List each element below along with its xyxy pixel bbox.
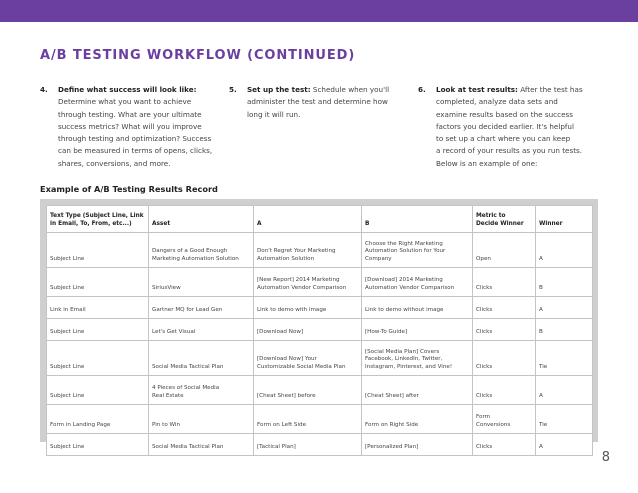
cell-line: Automation Vendor Comparison (257, 285, 347, 292)
cell-line: Gartner MQ for Lead Gen (152, 307, 223, 314)
table-row (47, 341, 593, 376)
cell-line: Tie (539, 364, 548, 371)
step-heading: Set up the test: (247, 85, 311, 94)
table-row (47, 405, 593, 434)
cell-text-type (47, 297, 149, 319)
step-line: After the test has (520, 85, 583, 94)
cell-metric (473, 405, 536, 434)
cell-line: Clicks (476, 364, 493, 371)
cell-variant-b (362, 376, 473, 405)
cell-variant-b (362, 319, 473, 341)
cell-line: Form on Left Side (257, 422, 307, 429)
cell-text-type (47, 233, 149, 268)
step-number: 5. (229, 85, 237, 94)
cell-line: Link in Email (50, 307, 86, 314)
cell-metric (473, 376, 536, 405)
cell-variant-a (254, 376, 362, 405)
table-body (47, 233, 593, 456)
cell-variant-b (362, 233, 473, 268)
cell-line: [How-To Guide] (365, 329, 408, 336)
step-line: examine results based on the success (436, 109, 573, 119)
cell-line: Let's Get Visual (152, 329, 196, 336)
cell-line: [Download Now] Your (257, 356, 317, 363)
cell-line: Automation Vendor Comparison (365, 285, 455, 292)
cell-line: Link to demo without image (365, 307, 444, 314)
cell-text-type (47, 376, 149, 405)
cell-line: Customizable Social Media Plan (257, 364, 346, 371)
cell-variant-b (362, 268, 473, 297)
cell-line: A (539, 393, 543, 400)
cell-variant-a (254, 268, 362, 297)
cell-line: SiriusView (152, 285, 181, 292)
cell-line: Clicks (476, 329, 493, 336)
cell-line: Instagram, Pinterest, and Vine! (365, 364, 453, 371)
cell-line: Clicks (476, 444, 493, 451)
step-line: can be measured in terms of opens, clicks, (58, 146, 213, 156)
header-variant-a (254, 206, 362, 233)
cell-variant-b (362, 434, 473, 456)
header-metric (473, 206, 536, 233)
step-line: shares, conversions, and more. (58, 158, 171, 168)
cell-line: in Email, To, From, etc...) (50, 221, 132, 228)
cell-line: Clicks (476, 393, 493, 400)
header-asset (149, 206, 254, 233)
cell-line: Automation Solution (257, 256, 315, 263)
cell-line: Open (476, 256, 491, 263)
cell-text-type (47, 319, 149, 341)
cell-variant-b (362, 297, 473, 319)
cell-line: Subject Line (50, 285, 85, 292)
step-line: Schedule when you'll (312, 85, 390, 94)
cell-line: Automation Solution for Your (365, 248, 446, 255)
cell-winner (536, 341, 593, 376)
cell-metric (473, 319, 536, 341)
cell-line: Subject Line (50, 444, 85, 451)
step-number: 6. (418, 85, 426, 94)
cell-variant-b (362, 405, 473, 434)
cell-line: Winner (539, 221, 563, 228)
cell-line: Form (476, 414, 491, 421)
cell-line: B (539, 329, 543, 336)
table-row (47, 297, 593, 319)
step-line: factors you decided earlier. It's helpful (436, 121, 574, 131)
cell-metric (473, 268, 536, 297)
step-6 (418, 84, 593, 170)
step-line: Below is an example of one: (436, 158, 538, 168)
cell-line: Form in Landing Page (50, 422, 111, 429)
header-bar (0, 0, 638, 22)
cell-variant-a (254, 297, 362, 319)
cell-line: Marketing Automation Solution (152, 256, 239, 263)
cell-line: Pin to Win (152, 422, 181, 429)
cell-line: Tie (539, 422, 548, 429)
cell-asset (149, 434, 254, 456)
cell-text-type (47, 405, 149, 434)
cell-line: [Cheat Sheet] after (365, 393, 419, 400)
step-line: through testing. What are your ultimate (58, 109, 202, 119)
cell-line: A (539, 444, 543, 451)
cell-line: Social Media Tactical Plan (152, 364, 224, 371)
results-table (46, 205, 593, 456)
cell-asset (149, 233, 254, 268)
cell-line: 4 Pieces of Social Media (152, 385, 220, 392)
cell-winner (536, 376, 593, 405)
header-text-type (47, 206, 149, 233)
step-4 (40, 84, 225, 170)
cell-line: A (539, 307, 543, 314)
step-line: through testing and optimization? Success (58, 134, 212, 144)
cell-line: [Cheat Sheet] before (257, 393, 316, 400)
cell-winner (536, 268, 593, 297)
cell-line: Subject Line (50, 364, 85, 371)
table-caption: Example of A/B Testing Results Record (40, 184, 218, 194)
cell-variant-a (254, 319, 362, 341)
cell-line: B (365, 221, 370, 228)
cell-winner (536, 319, 593, 341)
step-line: to set up a chart where you can keep (436, 134, 571, 144)
cell-line: Asset (152, 221, 171, 228)
cell-line: Facebook, LinkedIn, Twitter, (365, 356, 443, 363)
table-row (47, 268, 593, 297)
cell-line: Decide Winner (476, 221, 524, 228)
step-5 (229, 84, 404, 121)
cell-text-type (47, 341, 149, 376)
step-number: 4. (40, 85, 48, 94)
header-variant-b (362, 206, 473, 233)
cell-line: Real Estate (152, 393, 184, 400)
cell-metric (473, 434, 536, 456)
table-header-row (47, 206, 593, 233)
table-row (47, 319, 593, 341)
cell-metric (473, 341, 536, 376)
header-winner (536, 206, 593, 233)
cell-metric (473, 233, 536, 268)
cell-line: [Tactical Plan] (257, 444, 296, 451)
cell-line: Choose the Right Marketing (365, 240, 443, 247)
step-heading: Look at test results: (436, 85, 518, 94)
cell-line: A (257, 221, 262, 228)
cell-line: [Download] 2014 Marketing (365, 277, 443, 284)
cell-line: Social Media Tactical Plan (152, 444, 224, 451)
cell-line: Link to demo with image (257, 307, 327, 314)
cell-text-type (47, 268, 149, 297)
cell-winner (536, 405, 593, 434)
cell-line: A (539, 256, 543, 263)
cell-asset (149, 376, 254, 405)
cell-variant-a (254, 233, 362, 268)
page-number: 8 (601, 450, 610, 465)
cell-variant-a (254, 434, 362, 456)
cell-line: [Download Now] (257, 329, 304, 336)
cell-line: [Social Media Plan] Covers (365, 348, 440, 355)
cell-text-type (47, 434, 149, 456)
cell-line: Metric to (476, 213, 506, 220)
cell-line: B (539, 285, 543, 292)
cell-line: [New Report] 2014 Marketing (257, 277, 340, 284)
cell-line: Clicks (476, 307, 493, 314)
cell-variant-a (254, 341, 362, 376)
step-heading: Define what success will look like: (58, 85, 197, 94)
cell-variant-b (362, 341, 473, 376)
step-line: long it will run. (247, 109, 301, 119)
cell-metric (473, 297, 536, 319)
step-line: administer the test and determine how (247, 97, 388, 107)
cell-asset (149, 341, 254, 376)
cell-winner (536, 297, 593, 319)
cell-asset (149, 319, 254, 341)
cell-asset (149, 297, 254, 319)
table-row (47, 233, 593, 268)
step-line: completed, analyze data sets and (436, 97, 558, 107)
cell-line: Company (365, 256, 392, 263)
cell-winner (536, 434, 593, 456)
cell-line: Form on Right Side (365, 422, 419, 429)
cell-line: Dangers of a Good Enough (152, 248, 228, 255)
cell-line: [Personalized Plan] (365, 444, 419, 451)
cell-asset (149, 268, 254, 297)
cell-line: Clicks (476, 285, 493, 292)
cell-line: Text Type (Subject Line, Link (50, 213, 144, 220)
step-line: a record of your results as you run tests. (436, 146, 583, 156)
table-row (47, 434, 593, 456)
results-table-frame (40, 199, 598, 451)
cell-variant-a (254, 405, 362, 434)
step-line: Determine what you want to achieve (58, 97, 192, 107)
page-title: A/B TESTING WORKFLOW (CONTINUED) (40, 48, 356, 63)
cell-asset (149, 405, 254, 434)
cell-line: Conversions (476, 422, 511, 429)
step-line: success metrics? What will you improve (58, 121, 202, 131)
cell-line: Subject Line (50, 256, 85, 263)
cell-winner (536, 233, 593, 268)
cell-line: Don't Regret Your Marketing (257, 248, 336, 255)
table-row (47, 376, 593, 405)
cell-line: Subject Line (50, 393, 85, 400)
cell-line: Subject Line (50, 329, 85, 336)
